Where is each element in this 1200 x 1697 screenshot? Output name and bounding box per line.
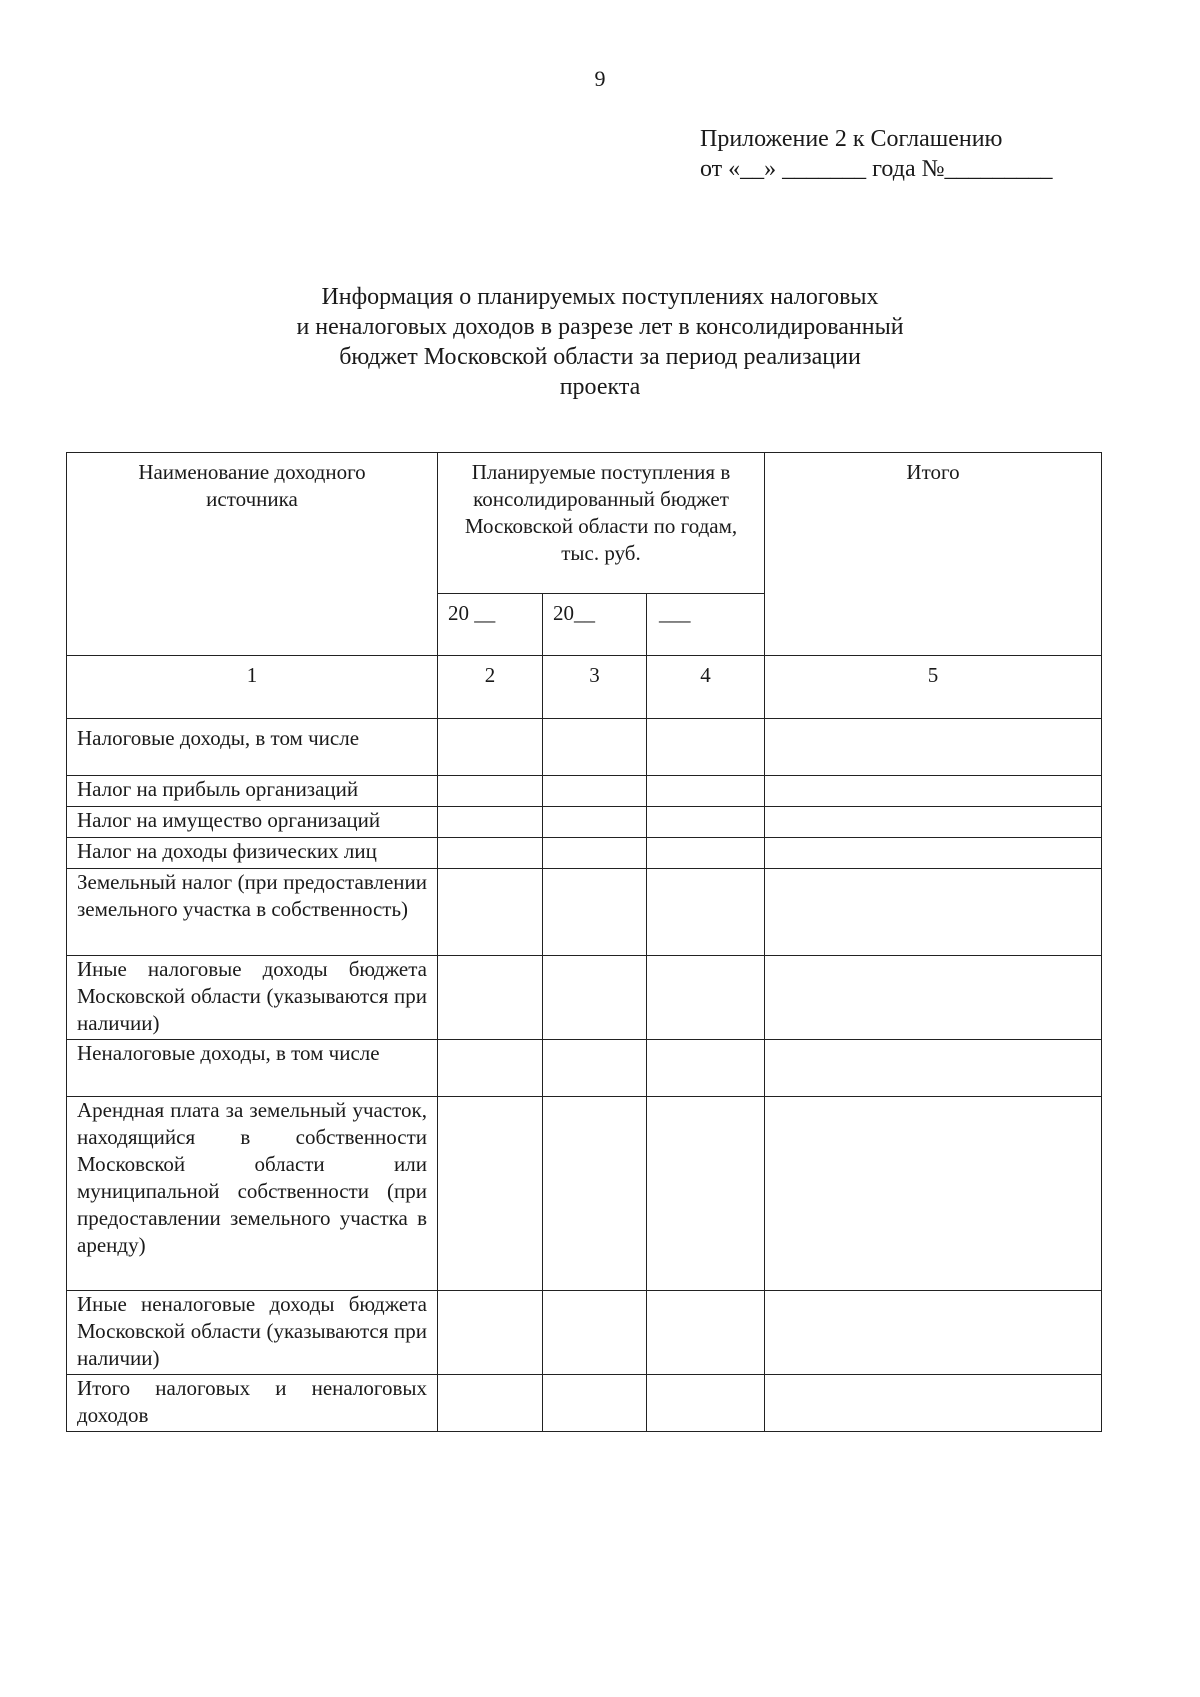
table-row — [67, 719, 1102, 776]
row-value — [647, 1040, 765, 1097]
title-line-1: Информация о планируемых поступлениях налоговых — [321, 284, 879, 310]
row-value — [543, 776, 647, 807]
row-value — [543, 1291, 647, 1375]
row-name: Иные неналоговые доходы бюджета Московской области (указываются при наличии) — [67, 1291, 438, 1375]
row-value — [543, 807, 647, 838]
row-value — [543, 869, 647, 956]
row-value — [438, 1097, 543, 1291]
header-name: Наименование доходного источника — [67, 453, 438, 656]
appendix-reference — [700, 124, 1053, 184]
row-name: Налог на доходы физических лиц — [67, 838, 438, 869]
table-row — [67, 956, 1102, 1040]
table-row — [67, 807, 1102, 838]
row-value — [765, 1291, 1102, 1375]
row-value — [647, 1097, 765, 1291]
table-row — [67, 1291, 1102, 1375]
row-value — [543, 1040, 647, 1097]
row-value — [765, 1375, 1102, 1432]
row-value — [647, 869, 765, 956]
row-value — [647, 807, 765, 838]
table-row — [67, 869, 1102, 956]
row-name: Итого налоговых и неналоговых доходов — [67, 1375, 438, 1432]
appendix-line-1: Приложение 2 к Соглашению — [700, 126, 1003, 152]
row-value — [438, 1291, 543, 1375]
table-row — [67, 1097, 1102, 1291]
column-number: 5 — [765, 656, 1102, 719]
row-value — [438, 869, 543, 956]
title-line-3: бюджет Московской области за период реализации — [339, 344, 861, 370]
row-value — [765, 1097, 1102, 1291]
row-value — [647, 1291, 765, 1375]
page-number: 9 — [594, 66, 606, 91]
table-row — [67, 1375, 1102, 1432]
header-year-3: ___ — [647, 594, 765, 656]
header-year-1: 20 __ — [438, 594, 543, 656]
row-value — [543, 838, 647, 869]
column-number: 4 — [647, 656, 765, 719]
row-value — [438, 956, 543, 1040]
document-title — [200, 282, 1000, 402]
row-value — [765, 869, 1102, 956]
column-number: 3 — [543, 656, 647, 719]
row-value — [543, 1375, 647, 1432]
column-number: 1 — [67, 656, 438, 719]
row-value — [438, 1040, 543, 1097]
column-number: 2 — [438, 656, 543, 719]
row-value — [438, 838, 543, 869]
table-row — [67, 776, 1102, 807]
title-line-2: и неналоговых доходов в разрезе лет в консолидированный — [296, 314, 904, 340]
row-value — [647, 776, 765, 807]
row-name: Арендная плата за земельный участок, находящийся в собственности Московской области или муниципальной собственности (при предоставлении земельного участка в аренду) — [67, 1097, 438, 1291]
row-name: Налоговые доходы, в том числе — [67, 719, 438, 776]
row-value — [647, 956, 765, 1040]
column-number-row — [67, 656, 1102, 719]
header-total: Итого — [765, 453, 1102, 656]
row-name: Налог на имущество организаций — [67, 807, 438, 838]
row-value — [438, 807, 543, 838]
row-value — [647, 838, 765, 869]
row-value — [765, 807, 1102, 838]
appendix-line-2: от «__» _______ года №_________ — [700, 156, 1053, 182]
row-value — [647, 719, 765, 776]
row-name: Земельный налог (при предоставлении земельного участка в собственность) — [67, 869, 438, 956]
row-value — [765, 719, 1102, 776]
row-name: Иные налоговые доходы бюджета Московской области (указываются при наличии) — [67, 956, 438, 1040]
row-name: Неналоговые доходы, в том числе — [67, 1040, 438, 1097]
row-value — [438, 1375, 543, 1432]
row-value — [765, 956, 1102, 1040]
row-value — [438, 719, 543, 776]
table-row — [67, 1040, 1102, 1097]
header-planned: Планируемые поступления в консолидированный бюджет Московской области по годам, тыс. руб. — [438, 453, 765, 594]
row-value — [647, 1375, 765, 1432]
revenue-table — [66, 452, 1102, 1432]
row-name: Налог на прибыль организаций — [67, 776, 438, 807]
table-row — [67, 838, 1102, 869]
row-value — [765, 838, 1102, 869]
row-value — [765, 776, 1102, 807]
header-year-2: 20__ — [543, 594, 647, 656]
row-value — [765, 1040, 1102, 1097]
row-value — [438, 776, 543, 807]
title-line-4: проекта — [559, 374, 641, 400]
row-value — [543, 1097, 647, 1291]
row-value — [543, 719, 647, 776]
row-value — [543, 956, 647, 1040]
